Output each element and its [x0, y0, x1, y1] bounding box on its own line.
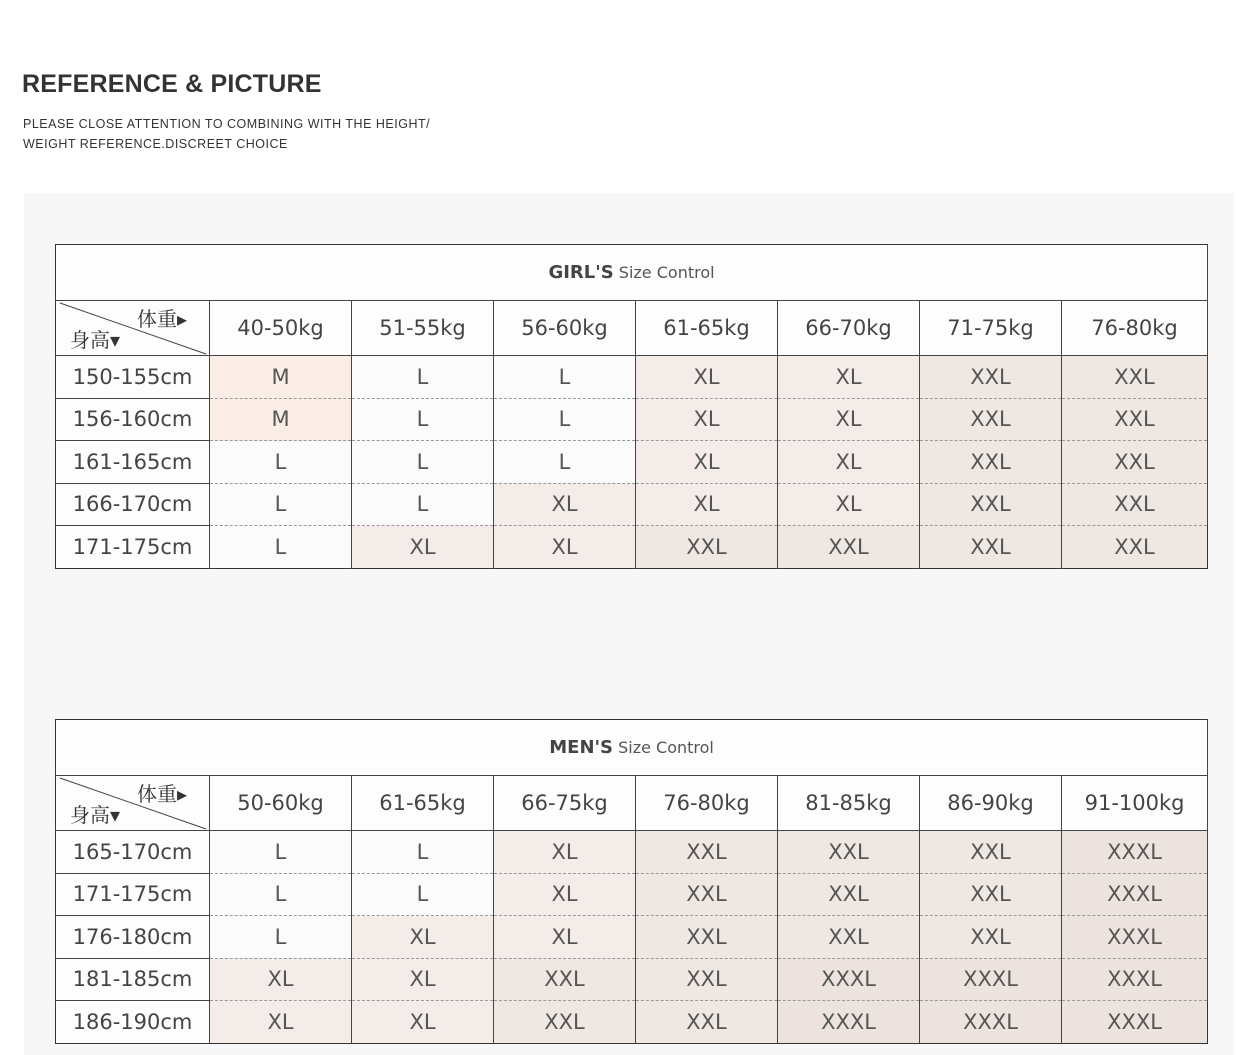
- height-cell: 156-160cm: [56, 398, 210, 441]
- weight-header-row: [56, 301, 1208, 356]
- weight-header-cell: 51-55kg: [352, 301, 494, 356]
- page-title: REFERENCE & PICTURE: [22, 70, 322, 98]
- girls-size-table: [55, 244, 1208, 569]
- weight-header-cell: 56-60kg: [494, 301, 636, 356]
- height-cell: 171-175cm: [56, 873, 210, 916]
- size-cell: XXL: [1062, 441, 1208, 484]
- size-cell: XXXL: [778, 958, 920, 1001]
- size-cell: XL: [778, 441, 920, 484]
- size-cell: XL: [778, 356, 920, 399]
- subtitle-line-1: PLEASE CLOSE ATTENTION TO COMBINING WITH THE HEIGHT/: [23, 117, 431, 131]
- size-cell: XXXL: [1062, 873, 1208, 916]
- size-cell: M: [210, 398, 352, 441]
- mens-size-table: [55, 719, 1208, 1044]
- size-cell: XXL: [636, 1001, 778, 1044]
- size-cell: XL: [494, 916, 636, 959]
- size-cell: L: [210, 526, 352, 569]
- size-cell: XXXL: [1062, 831, 1208, 874]
- size-cell: XXL: [1062, 356, 1208, 399]
- size-cell: XXL: [920, 398, 1062, 441]
- size-cell: XXL: [494, 958, 636, 1001]
- table-title-row: [56, 720, 1208, 776]
- size-cell: XXL: [920, 831, 1062, 874]
- size-cell: XXL: [778, 526, 920, 569]
- size-cell: XL: [210, 958, 352, 1001]
- size-cell: L: [352, 831, 494, 874]
- size-cell: XXL: [1062, 398, 1208, 441]
- size-cell: XXL: [920, 916, 1062, 959]
- size-cell: L: [352, 356, 494, 399]
- size-cell: XXXL: [1062, 1001, 1208, 1044]
- size-cell: L: [352, 398, 494, 441]
- size-cell: L: [352, 873, 494, 916]
- table-row: [56, 441, 1208, 484]
- size-cell: XXXL: [1062, 916, 1208, 959]
- size-cell: XXL: [636, 958, 778, 1001]
- size-cell: XL: [352, 1001, 494, 1044]
- size-cell: XXXL: [778, 1001, 920, 1044]
- size-cell: XL: [636, 398, 778, 441]
- corner-header-cell: [56, 301, 210, 356]
- weight-header-cell: 81-85kg: [778, 776, 920, 831]
- weight-header-cell: 76-80kg: [1062, 301, 1208, 356]
- size-cell: XL: [352, 916, 494, 959]
- table-title-gender: MEN'S: [549, 737, 613, 758]
- size-cell: XL: [494, 873, 636, 916]
- size-cell: XXXL: [1062, 958, 1208, 1001]
- size-cell: XL: [352, 526, 494, 569]
- table-row: [56, 916, 1208, 959]
- weight-header-cell: 66-70kg: [778, 301, 920, 356]
- weight-header-cell: 66-75kg: [494, 776, 636, 831]
- size-cell: XL: [636, 441, 778, 484]
- weight-header-cell: 71-75kg: [920, 301, 1062, 356]
- size-cell: XXL: [1062, 483, 1208, 526]
- height-cell: 181-185cm: [56, 958, 210, 1001]
- page-subtitle: [23, 114, 503, 154]
- size-cell: XXL: [636, 916, 778, 959]
- size-cell: XL: [778, 483, 920, 526]
- table-title-gender: GIRL'S: [548, 262, 614, 283]
- height-cell: 165-170cm: [56, 831, 210, 874]
- height-cell: 171-175cm: [56, 526, 210, 569]
- table-row: [56, 483, 1208, 526]
- table-title: [56, 720, 1208, 776]
- table-row: [56, 1001, 1208, 1044]
- size-cell: XXL: [494, 1001, 636, 1044]
- size-cell: XXL: [920, 356, 1062, 399]
- size-cell: L: [210, 441, 352, 484]
- size-cell: XL: [494, 831, 636, 874]
- size-cell: XL: [352, 958, 494, 1001]
- weight-axis-label: 体重▸: [136, 307, 187, 331]
- height-cell: 176-180cm: [56, 916, 210, 959]
- size-cell: XL: [778, 398, 920, 441]
- size-cell: L: [494, 356, 636, 399]
- weight-axis-label: 体重▸: [136, 782, 187, 806]
- size-cell: L: [210, 831, 352, 874]
- size-cell: L: [210, 916, 352, 959]
- size-cell: XL: [494, 526, 636, 569]
- size-cell: XL: [636, 483, 778, 526]
- weight-header-cell: 50-60kg: [210, 776, 352, 831]
- size-cell: XXXL: [920, 958, 1062, 1001]
- size-cell: XXL: [778, 916, 920, 959]
- weight-header-cell: 40-50kg: [210, 301, 352, 356]
- table-title-label: Size Control: [613, 263, 715, 282]
- size-cell: XXL: [1062, 526, 1208, 569]
- size-cell: XXL: [636, 873, 778, 916]
- size-cell: M: [210, 356, 352, 399]
- corner-header-cell: [56, 776, 210, 831]
- height-cell: 150-155cm: [56, 356, 210, 399]
- table-title-row: [56, 245, 1208, 301]
- table-row: [56, 958, 1208, 1001]
- table-row: [56, 873, 1208, 916]
- weight-header-cell: 61-65kg: [636, 301, 778, 356]
- table-title-label: Size Control: [613, 738, 714, 757]
- size-cell: XXL: [636, 526, 778, 569]
- size-cell: XXL: [636, 831, 778, 874]
- height-cell: 166-170cm: [56, 483, 210, 526]
- size-cell: XXL: [920, 526, 1062, 569]
- weight-header-cell: 61-65kg: [352, 776, 494, 831]
- size-cell: L: [210, 873, 352, 916]
- size-cell: XL: [210, 1001, 352, 1044]
- table-row: [56, 398, 1208, 441]
- table-title: [56, 245, 1208, 301]
- size-cell: L: [352, 483, 494, 526]
- size-cell: XXL: [920, 873, 1062, 916]
- weight-header-cell: 76-80kg: [636, 776, 778, 831]
- size-cell: L: [494, 398, 636, 441]
- height-cell: 186-190cm: [56, 1001, 210, 1044]
- size-cell: XXL: [920, 441, 1062, 484]
- size-cell: XXXL: [920, 1001, 1062, 1044]
- size-cell: XXL: [778, 831, 920, 874]
- size-cell: L: [352, 441, 494, 484]
- height-axis-label: 身高▾: [70, 803, 121, 827]
- subtitle-line-2: WEIGHT REFERENCE.DISCREET CHOICE: [23, 137, 288, 151]
- size-cell: XXL: [778, 873, 920, 916]
- size-cell: L: [494, 441, 636, 484]
- table-row: [56, 526, 1208, 569]
- size-cell: XL: [494, 483, 636, 526]
- size-cell: L: [210, 483, 352, 526]
- height-cell: 161-165cm: [56, 441, 210, 484]
- size-cell: XXL: [920, 483, 1062, 526]
- size-cell: XL: [636, 356, 778, 399]
- weight-header-cell: 86-90kg: [920, 776, 1062, 831]
- table-row: [56, 356, 1208, 399]
- height-axis-label: 身高▾: [70, 328, 121, 352]
- table-row: [56, 831, 1208, 874]
- weight-header-cell: 91-100kg: [1062, 776, 1208, 831]
- weight-header-row: [56, 776, 1208, 831]
